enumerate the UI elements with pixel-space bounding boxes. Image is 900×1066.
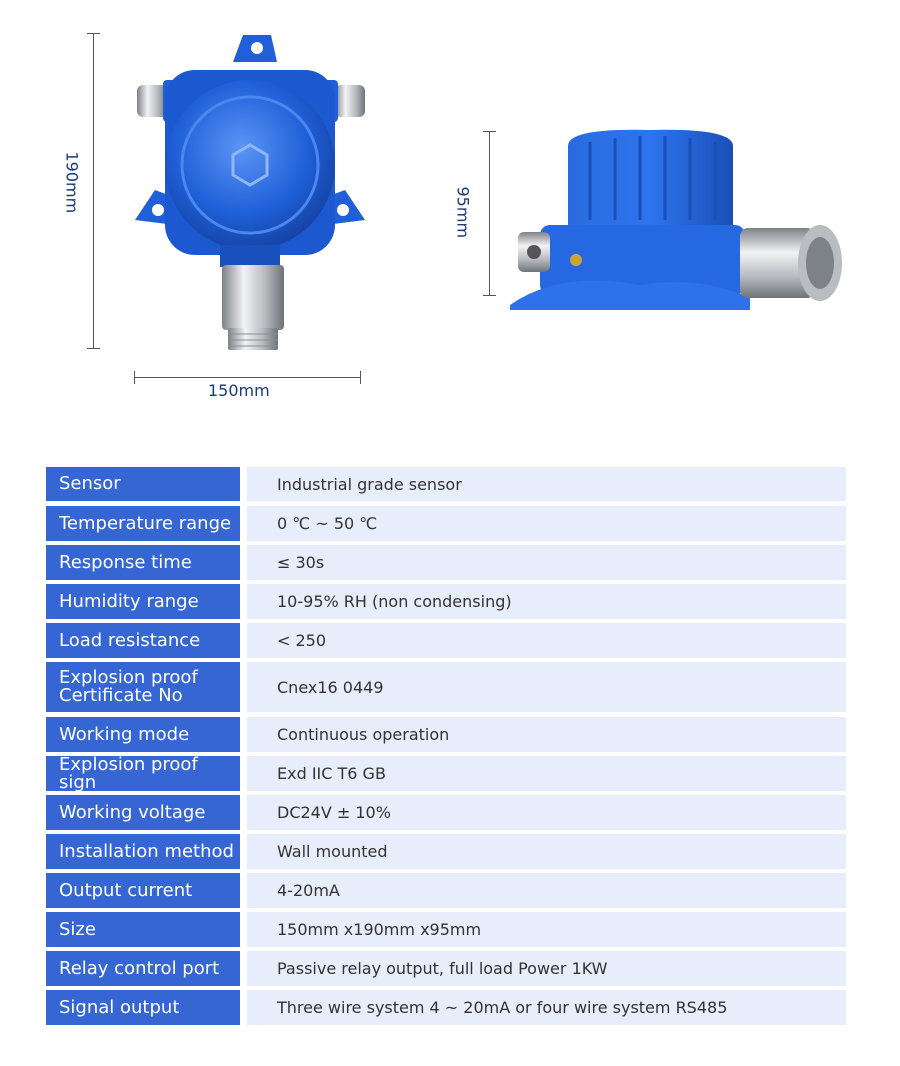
spec-row xyxy=(46,662,846,712)
spec-row xyxy=(46,545,846,580)
spec-value: Three wire system 4 ~ 20mA or four wire system RS485 xyxy=(247,990,846,1025)
spec-label: Humidity range xyxy=(46,584,240,619)
spec-row xyxy=(46,717,846,752)
spec-row xyxy=(46,990,846,1025)
spec-row xyxy=(46,795,846,830)
spec-value: ≤ 30s xyxy=(247,545,846,580)
spec-label: Response time xyxy=(46,545,240,580)
spec-row xyxy=(46,623,846,658)
gas-detector-front-view-image xyxy=(125,30,375,360)
spec-value: DC24V ± 10% xyxy=(247,795,846,830)
spec-value: Cnex16 0449 xyxy=(247,662,846,712)
spec-value: Exd IIC T6 GB xyxy=(247,756,846,791)
height-dimension-line xyxy=(93,33,94,349)
spec-label: Load resistance xyxy=(46,623,240,658)
spec-value: 10-95% RH (non condensing) xyxy=(247,584,846,619)
spec-value: Passive relay output, full load Power 1KW xyxy=(247,951,846,986)
depth-dimension-tick-bottom xyxy=(483,295,496,296)
spec-value: Wall mounted xyxy=(247,834,846,869)
spec-label: Working mode xyxy=(46,717,240,752)
height-dimension-tick-bottom xyxy=(87,348,100,349)
spec-label: Temperature range xyxy=(46,506,240,541)
product-figure-area xyxy=(0,0,900,440)
spec-label: Working voltage xyxy=(46,795,240,830)
width-dimension-tick-right xyxy=(360,371,361,384)
spec-label: Signal output xyxy=(46,990,240,1025)
spec-label: Relay control port xyxy=(46,951,240,986)
spec-row xyxy=(46,584,846,619)
spec-label: Sensor xyxy=(46,467,240,501)
spec-label: Explosion proof sign xyxy=(46,756,240,791)
spec-row xyxy=(46,467,846,501)
height-dimension-label: 190mm xyxy=(62,151,82,214)
gas-detector-side-view-image xyxy=(500,120,850,320)
width-dimension-label: 150mm xyxy=(208,381,270,400)
spec-value: 0 ℃ ~ 50 ℃ xyxy=(247,506,846,541)
spec-row xyxy=(46,834,846,869)
spec-row xyxy=(46,951,846,986)
spec-value: < 250 xyxy=(247,623,846,658)
spec-value: 150mm x190mm x95mm xyxy=(247,912,846,947)
spec-value: Industrial grade sensor xyxy=(247,467,846,501)
spec-value: Continuous operation xyxy=(247,717,846,752)
spec-label: Size xyxy=(46,912,240,947)
spec-label: Output current xyxy=(46,873,240,908)
spec-label: Installation method xyxy=(46,834,240,869)
depth-dimension-label: 95mm xyxy=(453,186,473,239)
spec-label: Explosion proof Certificate No xyxy=(46,662,240,712)
spec-row xyxy=(46,873,846,908)
depth-dimension-tick-top xyxy=(483,131,496,132)
spec-row xyxy=(46,912,846,947)
spec-row xyxy=(46,506,846,541)
height-dimension-tick-top xyxy=(87,33,100,34)
spec-row xyxy=(46,753,846,793)
width-dimension-tick-left xyxy=(134,371,135,384)
depth-dimension-line xyxy=(489,131,490,296)
spec-value: 4-20mA xyxy=(247,873,846,908)
width-dimension-line xyxy=(134,377,361,378)
